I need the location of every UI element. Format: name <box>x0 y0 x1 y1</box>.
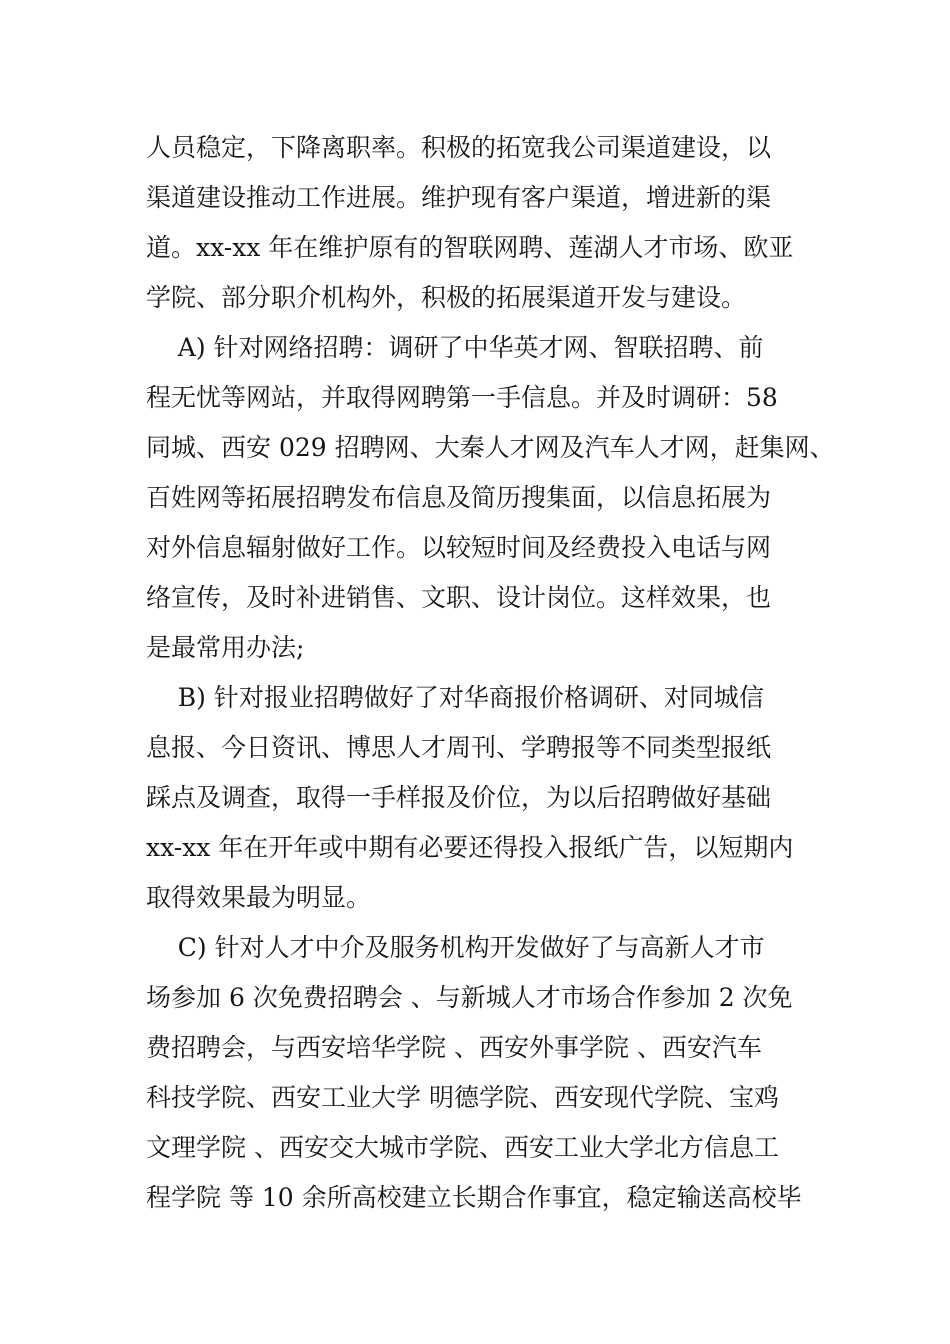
text-line: 百姓网等拓展招聘发布信息及简历搜集面，以信息拓展为 <box>146 483 772 512</box>
text-line: 科技学院、西安工业大学 明德学院、西安现代学院、宝鸡 <box>146 1083 779 1112</box>
paragraph-a-start: A) 针对网络招聘：调研了中华英才网、智联招聘、前 <box>146 333 764 362</box>
text-line: 道。xx-xx 年在维护原有的智联网聘、莲湖人才市场、欧亚 <box>146 233 794 262</box>
text-line: 学院、部分职介机构外，积极的拓展渠道开发与建设。 <box>146 283 747 312</box>
text-line: 场参加 6 次免费招聘会 、与新城人才市场合作参加 2 次免 <box>146 983 793 1012</box>
text-line: 费招聘会，与西安培华学院 、西安外事学院 、西安汽车 <box>146 1033 762 1062</box>
text-line: 程无忧等网站，并取得网聘第一手信息。并及时调研：58 <box>146 383 778 412</box>
text-line: 人员稳定，下降离职率。积极的拓宽我公司渠道建设，以 <box>146 133 772 162</box>
text-line: 程学院 等 10 余所高校建立长期合作事宜，稳定输送高校毕 <box>146 1183 802 1212</box>
paragraph-b-start: B) 针对报业招聘做好了对华商报价格调研、对同城信 <box>146 683 764 712</box>
text-line: 对外信息辐射做好工作。以较短时间及经费投入电话与网 <box>146 533 772 562</box>
text-line: 是最常用办法; <box>146 633 305 662</box>
text-line: 络宣传，及时补进销售、文职、设计岗位。这样效果，也 <box>146 583 772 612</box>
paragraph-c-start: C) 针对人才中介及服务机构开发做好了与高新人才市 <box>146 933 765 962</box>
text-line: 同城、西安 029 招聘网、大秦人才网及汽车人才网，赶集网、 <box>146 433 835 462</box>
text-line: 踩点及调查，取得一手样报及价位，为以后招聘做好基础 <box>146 783 772 812</box>
text-line: 渠道建设推动工作进展。维护现有客户渠道，增进新的渠 <box>146 183 772 212</box>
text-line: 息报、今日资讯、博思人才周刊、学聘报等不同类型报纸 <box>146 733 772 762</box>
text-line: xx-xx 年在开年或中期有必要还得投入报纸广告，以短期内 <box>146 833 794 862</box>
text-line: 文理学院 、西安交大城市学院、西安工业大学北方信息工 <box>146 1133 779 1162</box>
text-line: 取得效果最为明显。 <box>146 883 372 912</box>
